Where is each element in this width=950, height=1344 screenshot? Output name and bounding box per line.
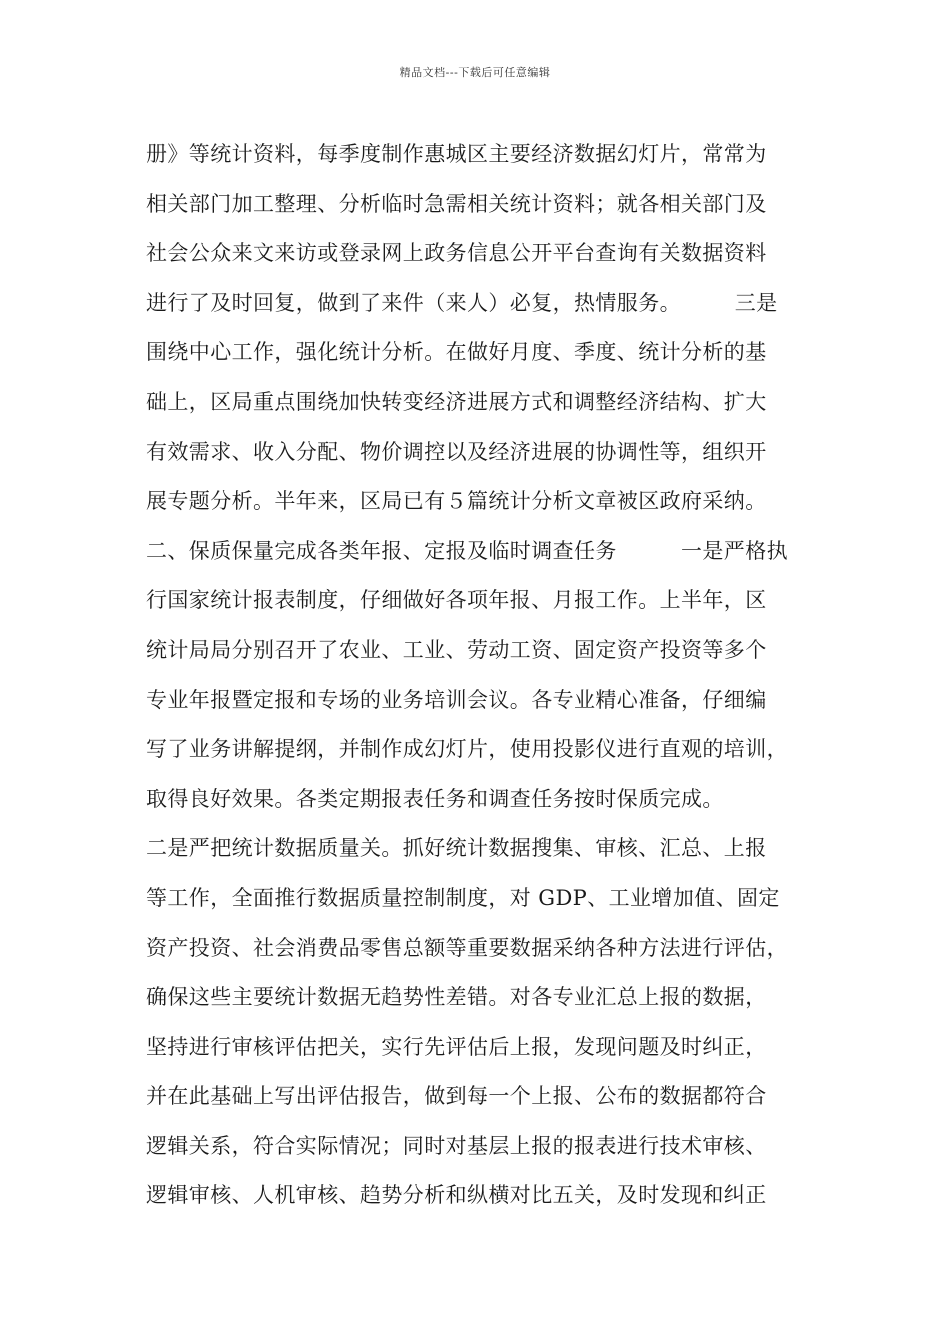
page-header: 精品文档---下载后可任意编辑: [399, 66, 551, 79]
text-line: 取得良好效果。各类定期报表任务和调查任务按时保质完成。: [146, 786, 724, 811]
text-line: 础上，区局重点围绕加快转变经济进展方式和调整经济结构、扩大: [146, 389, 767, 414]
text-line: 二、保质保量完成各类年报、定报及临时调查任务 一是严格执: [146, 538, 788, 563]
text-line: 确保这些主要统计数据无趋势性差错。对各专业汇总上报的数据，: [146, 985, 767, 1010]
text-line: 有效需求、收入分配、物价调控以及经济进展的协调性等，组织开: [146, 439, 767, 464]
text-line: 行国家统计报表制度，仔细做好各项年报、月报工作。上半年，区: [146, 588, 767, 613]
text-line: 逻辑审核、人机审核、趋势分析和纵横对比五关，及时发现和纠正: [146, 1183, 767, 1208]
text-line: 统计局局分别召开了农业、工业、劳动工资、固定资产投资等多个: [146, 637, 767, 662]
text-line: 专业年报暨定报和专场的业务培训会议。各专业精心准备，仔细编: [146, 687, 767, 712]
text-line: 社会公众来文来访或登录网上政务信息公开平台查询有关数据资料: [146, 241, 767, 266]
text-line: 进行了及时回复，做到了来件（来人）必复，热情服务。 三是: [146, 290, 778, 315]
text-line: 逻辑关系，符合实际情况；同时对基层上报的报表进行技术审核、: [146, 1133, 767, 1158]
text-line: 坚持进行审核评估把关，实行先评估后上报，发现问题及时纠正，: [146, 1034, 767, 1059]
text-line: 写了业务讲解提纲，并制作成幻灯片，使用投影仪进行直观的培训，: [146, 737, 788, 762]
text-line: 资产投资、社会消费品零售总额等重要数据采纳各种方法进行评估，: [146, 935, 788, 960]
text-line: 册》等统计资料，每季度制作惠城区主要经济数据幻灯片，常常为: [146, 142, 767, 166]
body-text: [146, 130, 836, 1221]
text-line: 相关部门加工整理、分析临时急需相关统计资料；就各相关部门及: [146, 191, 767, 216]
text-line: 等工作，全面推行数据质量控制制度，对 GDP、工业增加值、固定: [146, 885, 780, 910]
text-line: 围绕中心工作，强化统计分析。在做好月度、季度、统计分析的基: [146, 340, 767, 365]
text-line: 展专题分析。半年来，区局已有５篇统计分析文章被区政府采纳。: [146, 489, 767, 514]
text-line: 并在此基础上写出评估报告，做到每一个上报、公布的数据都符合: [146, 1084, 767, 1109]
text-line: 二是严把统计数据质量关。抓好统计数据搜集、审核、汇总、上报: [146, 836, 767, 861]
